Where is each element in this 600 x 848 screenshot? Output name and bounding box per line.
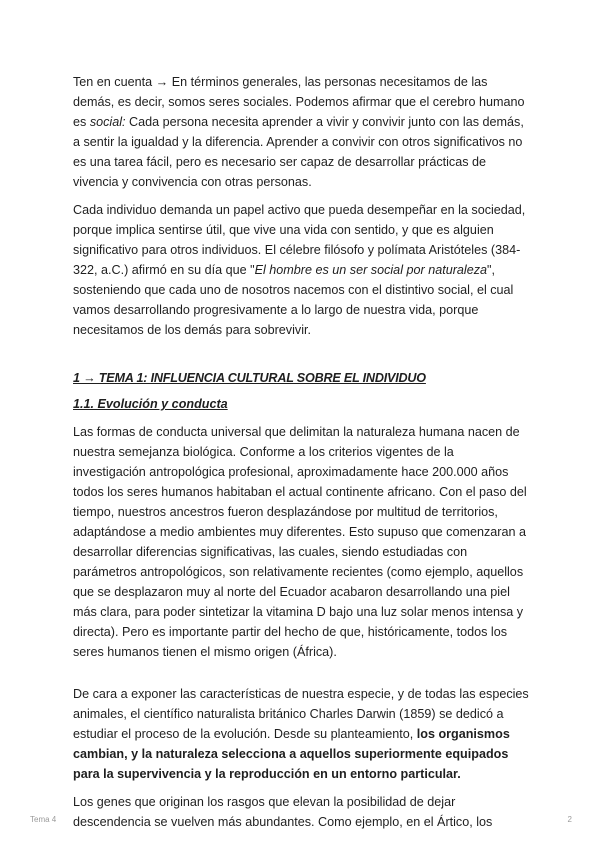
spacer	[73, 670, 529, 684]
paragraph-text: Cada persona necesita aprender a vivir y convivir junto con las demás, a sentir la igualdad y la diferencia. Aprender a convivir con otros significativos no es una tarea fácil, pero es necesario ser capaz de desarrollar prácticas de vivencia y convivencia con otras personas.	[73, 115, 524, 189]
paragraph-text: Ten en cuenta → En términos generales, las personas necesitamos de las demás, es decir, somos seres sociales. Podemos afirmar que el cerebro humano es	[73, 75, 525, 129]
paragraph-intro	[73, 72, 529, 192]
quote-text: El hombre es un ser social por naturaleza	[254, 263, 488, 277]
section-heading: 1 → TEMA 1: INFLUENCIA CULTURAL SOBRE EL INDIVIDUO	[73, 371, 426, 385]
paragraph-text: Cada individuo demanda un papel activo que pueda desempeñar en la sociedad, porque implica sentirse útil, que vive una vida con sentido, y que es alguien significativo para otros individuos. El célebre filósofo y polímata Aristóteles (384-322, a.C.) afirmó en su día que "	[73, 203, 526, 277]
emphasis-text: social:	[89, 115, 126, 129]
paragraph-text: ", sosteniendo que cada uno de nosotros nacemos con el distintivo social, el cual vamos desarrollando progresivamente a lo largo de nuestra vida, porque necesitamos de los demás para sobrevivir.	[73, 263, 514, 337]
bold-text: los organismos cambian, y la naturaleza selecciona a aquellos superiormente equipados para la supervivencia y la reproducción en un entorno particular.	[73, 727, 510, 781]
paragraph-aristoteles	[73, 200, 529, 340]
paragraph-evolucion: Las formas de conducta universal que delimitan la naturaleza humana nacen de nuestra semejanza biológica. Conforme a los criterios vigentes de la investigación antropológica profesional, aproximadamente hace 200.000 años todos los seres humanos habitaban el actual continente africano. Con el paso del tiempo, nuestros ancestros fueron desplazándose por multitud de territorios, adaptándose a medio ambientes muy diferentes. Esto supuso que comenzaran a desarrollar diferencias significativas, las cuales, siendo estudiadas con parámetros antropológicos, son relativamente recientes (como ejemplo, aquellos que se desplazaron muy al norte del Ecuador acabaron desarrollando una piel más clara, para poder sintetizar la vitamina D bajo una luz solar menos intensa y directa). Pero es importante partir del hecho de que, históricamente, todos los seres humanos tienen el mismo origen (África).	[73, 425, 527, 659]
subsection-heading: 1.1. Evolución y conducta	[73, 397, 228, 411]
page-number: 2	[567, 815, 572, 824]
paragraph-text: De cara a exponer las características de nuestra especie, y de todas las especies animales, el científico naturalista británico Charles Darwin (1859) se dedicó a estudiar el proceso de la evolución. Desde su planteamiento,	[73, 687, 529, 741]
page-content	[73, 72, 529, 840]
paragraph-genes: Los genes que originan los rasgos que elevan la posibilidad de dejar descendencia se vuelven más abundantes. Como ejemplo, en el Ártico, los	[73, 795, 493, 829]
footer-title: Tema 4	[30, 815, 57, 824]
paragraph-darwin	[73, 684, 529, 784]
